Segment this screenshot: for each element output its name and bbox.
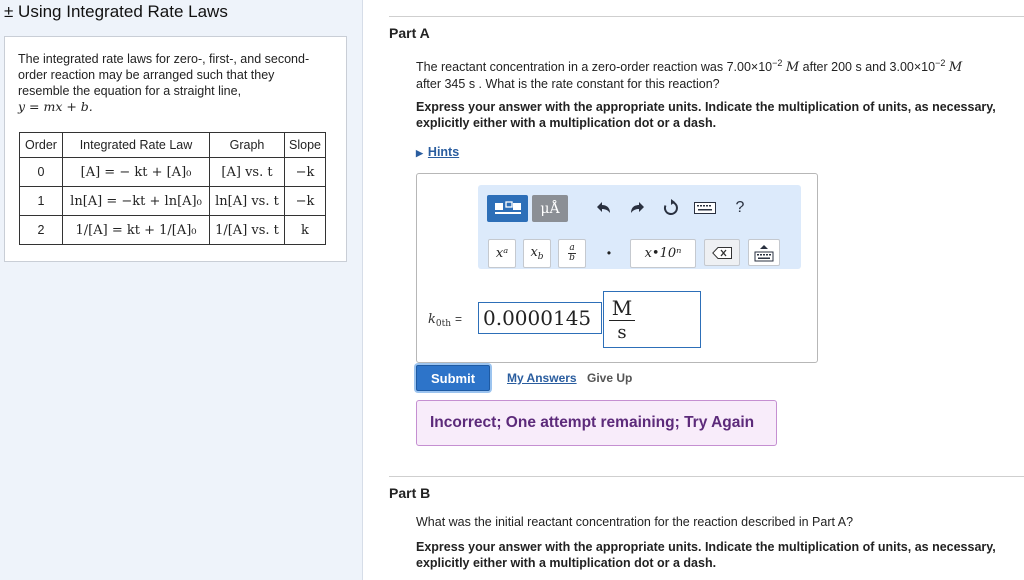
part-b-title: Part B bbox=[389, 485, 431, 501]
table-header: Order bbox=[20, 133, 63, 158]
order-cell: 2 bbox=[20, 216, 63, 245]
reset-icon[interactable] bbox=[660, 197, 682, 219]
table-header: Slope bbox=[285, 133, 326, 158]
graph-cell: [A] vs. t bbox=[210, 158, 285, 187]
caret-right-icon: ▶ bbox=[416, 148, 423, 158]
part-b-instructions: Express your answer with the appropriate units. Indicate the multiplication of units, as necessary, explicitly either with a multiplication dot or a dash. bbox=[416, 540, 996, 570]
templates-icon[interactable] bbox=[487, 195, 528, 222]
divider bbox=[389, 16, 1024, 17]
answer-box bbox=[416, 173, 818, 363]
hints-toggle[interactable] bbox=[416, 145, 459, 159]
fraction-button[interactable] bbox=[558, 239, 586, 268]
submit-button[interactable]: Submit bbox=[416, 365, 490, 391]
feedback-message: Incorrect; One attempt remaining; Try Again bbox=[416, 400, 777, 446]
subscript-button[interactable] bbox=[523, 239, 551, 268]
undo-icon[interactable] bbox=[593, 197, 615, 219]
unit-symbol: M bbox=[948, 60, 963, 76]
slope-cell: −k bbox=[285, 158, 326, 187]
intro-line: order reaction may be arranged such that they bbox=[18, 68, 275, 82]
table-row bbox=[20, 158, 326, 187]
hints-label: Hints bbox=[427, 145, 460, 159]
rate-law-cell: [A] = − kt + [A]₀ bbox=[63, 158, 210, 187]
order-cell: 0 bbox=[20, 158, 63, 187]
superscript-label: xᵃ bbox=[495, 246, 509, 261]
answer-units-input[interactable] bbox=[603, 291, 701, 348]
unit-numerator: M bbox=[609, 296, 635, 321]
slope-cell: −k bbox=[285, 187, 326, 216]
exponent: −2 bbox=[935, 58, 946, 68]
exponent: −2 bbox=[772, 58, 783, 68]
answer-value-input[interactable]: 0.0000145 bbox=[478, 302, 602, 334]
part-a-question bbox=[416, 55, 1012, 92]
rate-constant-label: $k_{0th}$ = bbox=[428, 312, 463, 329]
divider bbox=[389, 476, 1024, 477]
question-text: after 345 s . What is the rate constant for this reaction? bbox=[416, 77, 720, 92]
help-button[interactable]: ? bbox=[735, 199, 745, 216]
intro-panel bbox=[0, 0, 363, 580]
page-title: ± Using Integrated Rate Laws bbox=[4, 2, 228, 21]
rate-law-table bbox=[19, 132, 326, 245]
question-panel bbox=[363, 0, 1024, 580]
redo-icon[interactable] bbox=[626, 197, 648, 219]
table-header: Integrated Rate Law bbox=[63, 133, 210, 158]
rate-law-cell: 1/[A] = kt + 1/[A]₀ bbox=[63, 216, 210, 245]
backspace-icon[interactable] bbox=[704, 239, 740, 266]
graph-cell: 1/[A] vs. t bbox=[210, 216, 285, 245]
intro-line: resemble the equation for a straight line, bbox=[18, 84, 242, 98]
table-row bbox=[20, 187, 326, 216]
unit-symbol: M bbox=[785, 60, 800, 76]
question-text: The reactant concentration in a zero-order reaction was 7.00×10 bbox=[416, 60, 773, 75]
graph-cell: ln[A] vs. t bbox=[210, 187, 285, 216]
rate-law-cell: ln[A] = −kt + ln[A]₀ bbox=[63, 187, 210, 216]
intro-text bbox=[18, 51, 338, 115]
table-row bbox=[20, 216, 326, 245]
keyboard-toggle-icon[interactable] bbox=[748, 239, 780, 266]
unit-fraction bbox=[609, 296, 635, 345]
part-a-title: Part A bbox=[389, 25, 430, 41]
table-header-row bbox=[20, 133, 326, 158]
units-button[interactable]: μÅ bbox=[532, 195, 568, 222]
dot-button[interactable]: • bbox=[606, 245, 612, 260]
fraction-label: $\frac{a}{b}$ bbox=[569, 243, 575, 263]
my-answers-link[interactable]: My Answers bbox=[507, 371, 577, 385]
slope-cell: k bbox=[285, 216, 326, 245]
part-b-question: What was the initial reactant concentration for the reaction described in Part A? bbox=[416, 515, 854, 529]
intro-line: The integrated rate laws for zero-, first-, and second- bbox=[18, 52, 310, 66]
line-equation: y = mx + b. bbox=[18, 99, 93, 114]
part-a-instructions: Express your answer with the appropriate units. Indicate the multiplication of units, as necessary, explicitly either with a multiplication dot or a dash. bbox=[416, 100, 996, 130]
superscript-button[interactable] bbox=[488, 239, 516, 268]
question-text: after 200 s and 3.00×10 bbox=[799, 60, 936, 75]
order-cell: 1 bbox=[20, 187, 63, 216]
give-up-link[interactable]: Give Up bbox=[587, 371, 633, 385]
keyboard-icon[interactable] bbox=[694, 199, 716, 217]
subscript-label: $x_b$ bbox=[530, 245, 544, 262]
unit-denominator: s bbox=[617, 322, 627, 343]
math-toolbar bbox=[478, 185, 801, 269]
table-header: Graph bbox=[210, 133, 285, 158]
scientific-notation-button[interactable]: x•10ⁿ bbox=[630, 239, 696, 268]
intro-card bbox=[4, 36, 347, 262]
